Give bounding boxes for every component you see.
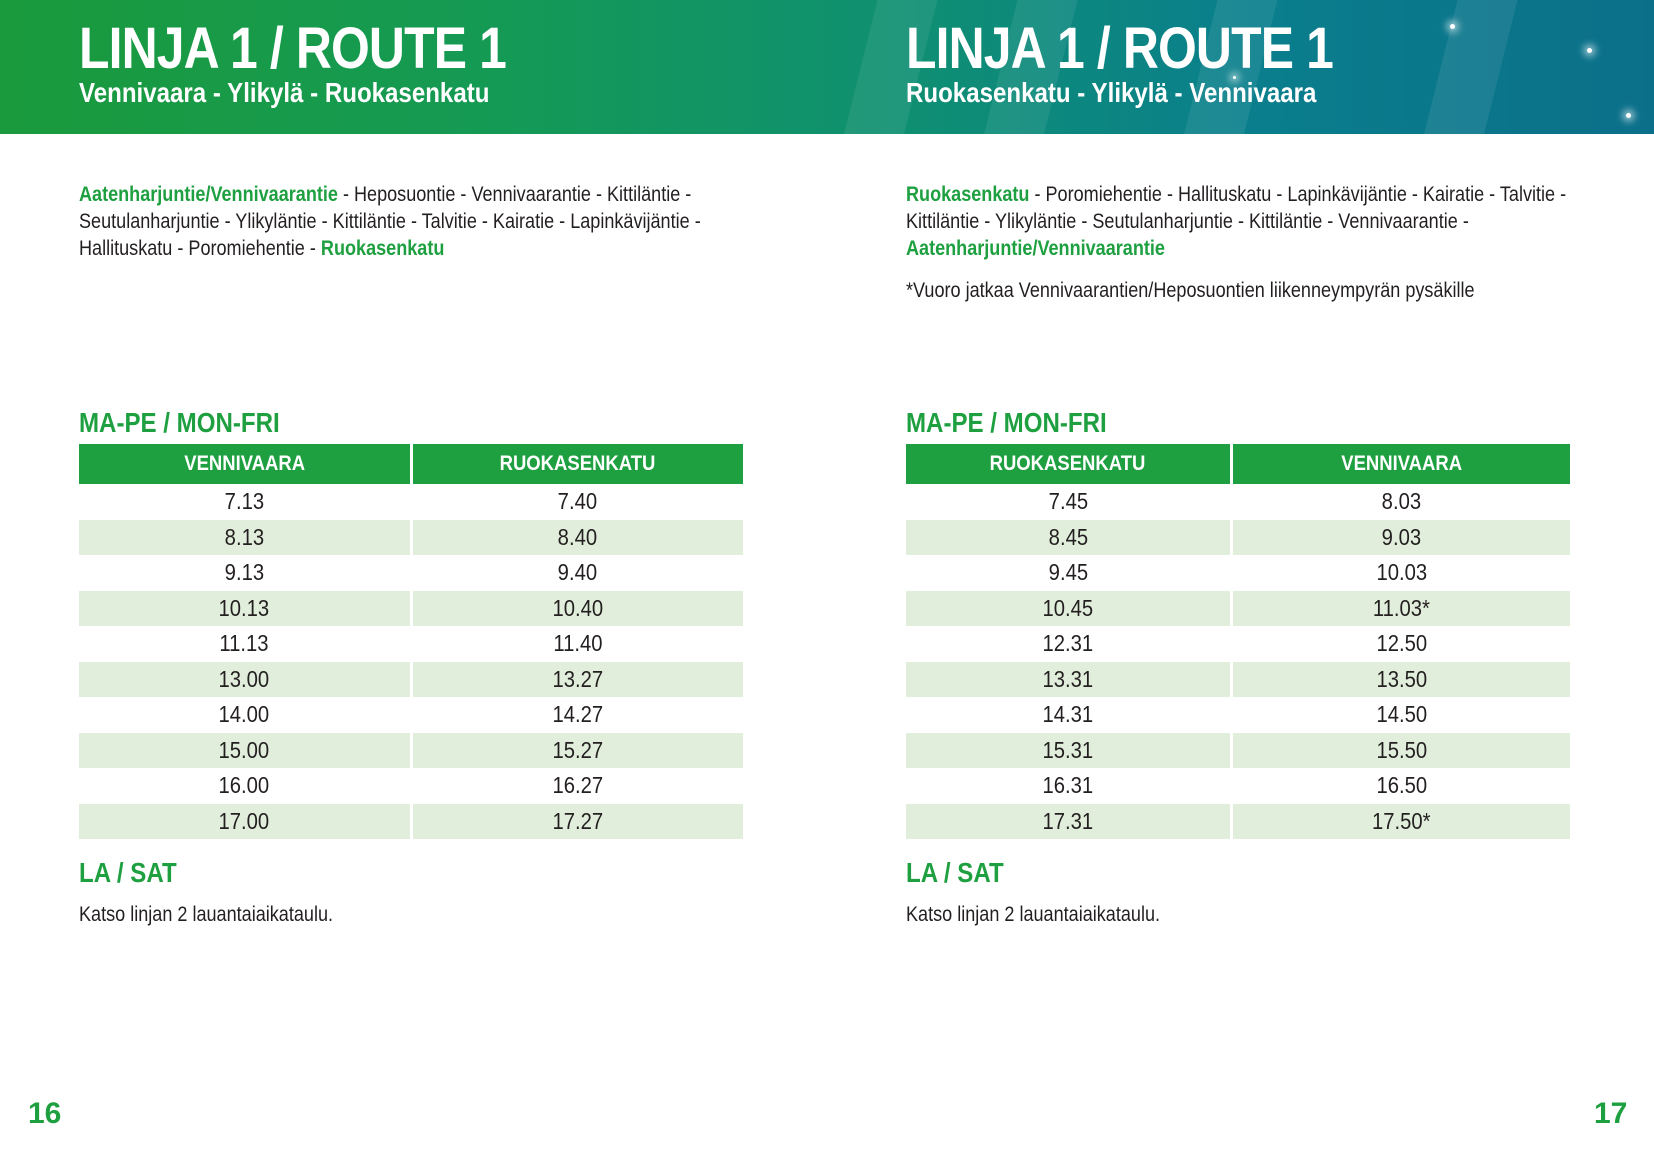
table-row xyxy=(906,768,1570,804)
departure-cell: 14.31 xyxy=(1042,701,1094,728)
departure-cell: 8.13 xyxy=(79,520,410,556)
departure-cell: 17.00 xyxy=(79,804,410,840)
departure-cell: 8.45 xyxy=(906,520,1230,556)
table-row xyxy=(906,555,1570,591)
table-row xyxy=(79,768,743,804)
weekday-timetable xyxy=(76,444,746,839)
arrival-cell: 10.03 xyxy=(1376,559,1427,586)
arrival-cell: 7.40 xyxy=(558,488,598,515)
departure-cell: 10.45 xyxy=(906,591,1230,627)
route-title: LINJA 1 / ROUTE 1 xyxy=(906,16,1334,81)
departure-cell: 10.13 xyxy=(79,591,410,627)
arrival-cell: 14.50 xyxy=(1376,701,1427,728)
stop-list xyxy=(79,181,784,262)
table-row xyxy=(906,662,1570,698)
right-page xyxy=(827,0,1654,1165)
arrival-cell: 10.40 xyxy=(413,591,744,627)
weekday-heading: MA-PE / MON-FRI xyxy=(906,407,1107,438)
table-row xyxy=(79,484,743,520)
table-row xyxy=(906,591,1570,627)
stop-end: Ruokasenkatu xyxy=(320,237,445,260)
arrival-cell: 8.40 xyxy=(413,520,744,556)
timetable-header-row xyxy=(906,444,1570,484)
arrival-cell: 11.40 xyxy=(553,630,603,657)
footnote: *Vuoro jatkaa Vennivaarantien/Heposuontien liikenneympyrän pysäkille xyxy=(906,279,1475,302)
route-title: LINJA 1 / ROUTE 1 xyxy=(79,16,507,81)
arrival-cell: 16.50 xyxy=(1376,772,1427,799)
departure-cell: 16.31 xyxy=(1042,772,1094,799)
column-header: RUOKASENKATU xyxy=(906,444,1230,484)
table-row xyxy=(79,555,743,591)
page-number: 17 xyxy=(1594,1097,1628,1130)
page-number: 16 xyxy=(28,1097,62,1130)
timetable-header-row xyxy=(79,444,743,484)
table-row xyxy=(79,733,743,769)
route-subtitle: Vennivaara - Ylikylä - Ruokasenkatu xyxy=(79,77,490,108)
arrival-cell: 16.27 xyxy=(552,772,604,799)
departure-cell: 7.45 xyxy=(1048,488,1088,515)
departure-cell: 13.31 xyxy=(906,662,1230,698)
departure-cell: 15.00 xyxy=(79,733,410,769)
arrival-cell: 9.40 xyxy=(558,559,598,586)
arrival-cell: 12.50 xyxy=(1376,630,1427,657)
table-row xyxy=(906,697,1570,733)
saturday-heading: LA / SAT xyxy=(906,857,1004,888)
arrival-cell: 15.50 xyxy=(1233,733,1570,769)
departure-cell: 13.00 xyxy=(79,662,410,698)
table-row xyxy=(906,520,1570,556)
arrival-cell: 17.50* xyxy=(1233,804,1570,840)
stop-start: Ruokasenkatu xyxy=(906,183,1030,206)
route-subtitle: Ruokasenkatu - Ylikylä - Vennivaara xyxy=(906,77,1317,108)
stop-middle: - Heposuontie - Vennivaarantie - Kittiläntie - Seutulanharjuntie - Ylikyläntie - Kittiläntie - Talvitie - Kairatie - Lapinkävijäntie - Hallituskatu - Poromiehentie - xyxy=(79,183,701,260)
weekday-heading: MA-PE / MON-FRI xyxy=(79,407,280,438)
table-row xyxy=(906,733,1570,769)
stop-middle: - Poromiehentie - Hallituskatu - Lapinkävijäntie - Kairatie - Talvitie - Kittiläntie - Ylikyläntie - Seutulanharjuntie - Kittiläntie - Vennivaarantie - xyxy=(906,183,1567,233)
table-row xyxy=(79,697,743,733)
departure-cell: 12.31 xyxy=(1042,630,1094,657)
table-row xyxy=(79,662,743,698)
table-row xyxy=(906,804,1570,840)
departure-cell: 16.00 xyxy=(218,772,270,799)
saturday-heading: LA / SAT xyxy=(79,857,177,888)
table-row xyxy=(906,484,1570,520)
table-row xyxy=(906,626,1570,662)
arrival-cell: 15.27 xyxy=(413,733,744,769)
table-row xyxy=(79,520,743,556)
departure-cell: 11.13 xyxy=(219,630,269,657)
saturday-note: Katso linjan 2 lauantaiaikataulu. xyxy=(79,903,334,926)
column-header: RUOKASENKATU xyxy=(413,444,744,484)
departure-cell: 9.45 xyxy=(1048,559,1088,586)
column-header: VENNIVAARA xyxy=(79,444,410,484)
arrival-cell: 17.27 xyxy=(413,804,744,840)
arrival-cell: 13.50 xyxy=(1233,662,1570,698)
arrival-cell: 11.03* xyxy=(1233,591,1570,627)
table-row xyxy=(79,591,743,627)
arrival-cell: 14.27 xyxy=(552,701,604,728)
arrival-cell: 8.03 xyxy=(1381,488,1422,515)
stop-list xyxy=(906,181,1611,262)
saturday-note: Katso linjan 2 lauantaiaikataulu. xyxy=(906,903,1161,926)
table-row xyxy=(79,804,743,840)
departure-cell: 14.00 xyxy=(218,701,270,728)
column-header: VENNIVAARA xyxy=(1233,444,1570,484)
weekday-timetable xyxy=(903,444,1573,839)
stop-end: Aatenharjuntie/Vennivaarantie xyxy=(906,237,1165,260)
departure-cell: 9.13 xyxy=(224,559,264,586)
table-row xyxy=(79,626,743,662)
arrival-cell: 13.27 xyxy=(413,662,744,698)
departure-cell: 7.13 xyxy=(224,488,264,515)
departure-cell: 15.31 xyxy=(906,733,1230,769)
stop-start: Aatenharjuntie/Vennivaarantie xyxy=(79,183,338,206)
arrival-cell: 9.03 xyxy=(1233,520,1570,556)
departure-cell: 17.31 xyxy=(906,804,1230,840)
